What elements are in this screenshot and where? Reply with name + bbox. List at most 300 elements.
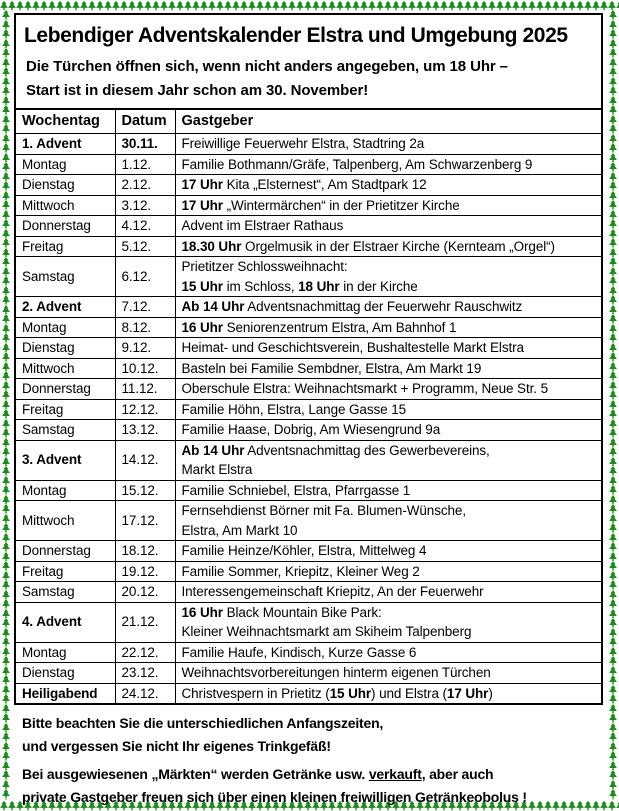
cell-wochentag: Mittwoch	[16, 358, 115, 379]
col-header-wochentag: Wochentag	[16, 109, 115, 134]
tree-icon	[608, 800, 616, 811]
tree-icon	[608, 172, 618, 182]
text-segment: Interessengemeinschaft Kriepitz, An der Feuerwehr	[181, 584, 484, 599]
cell-wochentag: Mittwoch	[16, 501, 115, 541]
table-row	[16, 134, 601, 155]
tree-icon	[496, 0, 504, 11]
tree-icon	[608, 419, 618, 429]
tree-icon	[608, 780, 618, 790]
tree-icon	[608, 105, 618, 115]
tree-icon	[608, 438, 618, 448]
tree-icon	[608, 219, 618, 229]
tree-icon	[1, 685, 11, 695]
table-row	[16, 358, 601, 379]
tree-icon	[584, 0, 592, 11]
text-segment: Adventsnachmittag der Feuerwehr Rauschwitz	[244, 299, 523, 314]
tree-icon	[320, 0, 328, 11]
col-header-gastgeber: Gastgeber	[175, 109, 601, 134]
tree-icon	[608, 647, 618, 657]
cell-datum: 6.12.	[115, 257, 175, 297]
tree-icon	[552, 0, 560, 11]
cell-datum: 22.12.	[115, 642, 175, 663]
footer-paragraph	[22, 763, 603, 809]
host-line	[182, 237, 600, 257]
cell-datum: 7.12.	[115, 297, 175, 318]
host-line	[182, 663, 600, 683]
tree-icon	[608, 400, 618, 410]
text-segment: Prietitzer Schlossweihnacht:	[181, 259, 348, 274]
tree-icon	[1, 780, 11, 790]
tree-icon	[608, 305, 618, 315]
tree-icon	[608, 742, 618, 752]
tree-icon	[608, 257, 618, 267]
table-row	[16, 379, 601, 400]
tree-icon	[608, 352, 618, 362]
text-segment: 18 Uhr	[298, 278, 340, 294]
tree-icon	[184, 0, 192, 11]
tree-icon	[520, 0, 528, 11]
tree-icon	[608, 599, 618, 609]
cell-datum: 9.12.	[115, 338, 175, 359]
tree-icon	[608, 343, 618, 353]
cell-wochentag: Samstag	[16, 257, 115, 297]
tree-icon	[576, 0, 584, 11]
tree-icon	[288, 0, 296, 11]
tree-icon	[536, 0, 544, 11]
cell-datum: 30.11.	[115, 134, 175, 155]
cell-gastgeber	[175, 154, 601, 175]
tree-icon	[608, 533, 618, 543]
tree-icon	[232, 0, 240, 11]
tree-icon	[1, 77, 11, 87]
table-row	[16, 399, 601, 420]
text-segment: Kita „Elsternest“, Am Stadtpark 12	[222, 177, 427, 192]
tree-icon	[1, 770, 11, 780]
host-line	[182, 541, 600, 561]
text-segment: Oberschule Elstra: Weihnachtsmarkt + Programm, Neue Str. 5	[181, 381, 548, 396]
cell-wochentag: 3. Advent	[16, 440, 115, 480]
tree-icon	[608, 162, 618, 172]
text-segment: Familie Heinze/Köhler, Elstra, Mittelweg 4	[181, 543, 427, 558]
tree-icon	[1, 466, 11, 476]
text-segment: 15 Uhr	[329, 685, 372, 701]
tree-icon	[1, 666, 11, 676]
text-segment: Ab 14 Uhr	[181, 442, 245, 458]
tree-icon	[1, 324, 11, 334]
tree-icon	[608, 381, 618, 391]
tree-icon	[608, 124, 618, 134]
tree-icon	[528, 0, 536, 11]
tree-icon	[392, 0, 400, 11]
tree-icon	[608, 656, 618, 666]
tree-icon	[608, 362, 618, 372]
tree-icon	[568, 0, 576, 11]
tree-icon	[176, 0, 184, 11]
tree-icon	[432, 0, 440, 11]
host-line	[182, 175, 600, 195]
cell-wochentag: Dienstag	[16, 663, 115, 684]
tree-icon	[1, 352, 11, 362]
tree-icon	[608, 39, 618, 49]
tree-icon	[1, 362, 11, 372]
tree-icon	[1, 599, 11, 609]
calendar-table	[16, 108, 601, 703]
table-row	[16, 297, 601, 318]
cell-datum: 12.12.	[115, 399, 175, 420]
text-segment: Bitte beachten Sie die unterschiedlichen Anfangszeiten,	[22, 715, 384, 731]
tree-icon	[136, 0, 144, 11]
tree-icon	[1, 504, 11, 514]
tree-icon	[608, 751, 618, 761]
tree-icon	[384, 0, 392, 11]
text-segment: Markt Elstra	[181, 462, 253, 477]
table-row	[16, 257, 601, 297]
host-line	[182, 400, 600, 420]
tree-icon	[608, 96, 618, 106]
table-row	[16, 338, 601, 359]
tree-icon	[1, 286, 11, 296]
tree-icon	[1, 276, 11, 286]
cell-wochentag: Heiligabend	[16, 683, 115, 703]
table-row	[16, 236, 601, 257]
host-line	[182, 521, 600, 541]
tree-border-left	[1, 10, 13, 800]
tree-icon	[360, 0, 368, 11]
tree-icon	[592, 0, 600, 11]
tree-icon	[192, 0, 200, 11]
cell-datum: 5.12.	[115, 236, 175, 257]
tree-icon	[216, 0, 224, 11]
tree-icon	[608, 666, 618, 676]
tree-icon	[560, 0, 568, 11]
tree-icon	[608, 552, 618, 562]
tree-icon	[608, 143, 618, 153]
tree-icon	[112, 0, 120, 11]
tree-icon	[608, 286, 618, 296]
host-line	[182, 603, 600, 623]
tree-icon	[368, 0, 376, 11]
cell-wochentag: Montag	[16, 480, 115, 501]
tree-icon	[608, 10, 618, 20]
tree-icon	[608, 618, 618, 628]
tree-icon	[272, 0, 280, 11]
cell-gastgeber	[175, 175, 601, 196]
tree-icon	[1, 533, 11, 543]
tree-icon	[224, 0, 232, 11]
tree-icon	[1, 381, 11, 391]
tree-icon	[1, 523, 11, 533]
tree-icon	[608, 267, 618, 277]
intro-line-2: Start ist in diesem Jahr schon am 30. November!	[26, 82, 369, 99]
cell-wochentag: Freitag	[16, 561, 115, 582]
tree-icon	[1, 419, 11, 429]
tree-icon	[608, 390, 618, 400]
tree-icon	[72, 0, 80, 11]
cell-datum: 21.12.	[115, 602, 175, 642]
host-line	[182, 155, 600, 175]
tree-icon	[1, 618, 11, 628]
text-segment: )	[488, 685, 493, 701]
cell-gastgeber	[175, 317, 601, 338]
cell-wochentag: Freitag	[16, 236, 115, 257]
tree-icon	[608, 238, 618, 248]
tree-icon	[32, 0, 40, 11]
tree-icon	[1, 96, 11, 106]
tree-icon	[544, 0, 552, 11]
tree-icon	[48, 0, 56, 11]
tree-icon	[456, 0, 464, 11]
calendar-box	[14, 13, 603, 705]
tree-icon	[424, 0, 432, 11]
host-line	[182, 684, 600, 704]
text-segment: Familie Haufe, Kindisch, Kurze Gasse 6	[181, 644, 417, 660]
tree-icon	[1, 704, 11, 714]
host-line	[182, 257, 600, 277]
cell-datum: 18.12.	[115, 541, 175, 562]
tree-icon	[248, 0, 256, 11]
tree-icon	[1, 799, 11, 801]
text-segment: Ab 14 Uhr	[181, 299, 245, 314]
table-row	[16, 582, 601, 603]
cell-datum: 13.12.	[115, 420, 175, 441]
tree-border-top	[0, 0, 619, 12]
table-row	[16, 561, 601, 582]
host-line	[182, 460, 600, 480]
tree-icon	[0, 800, 8, 811]
cell-wochentag: Donnerstag	[16, 216, 115, 237]
tree-icon	[608, 153, 618, 163]
tree-icon	[1, 571, 11, 581]
tree-icon	[96, 0, 104, 11]
cell-gastgeber	[175, 358, 601, 379]
tree-icon	[80, 0, 88, 11]
tree-icon	[1, 200, 11, 210]
text-segment: Familie Haase, Dobrig, Am Wiesengrund 9a	[181, 422, 441, 437]
tree-icon	[200, 0, 208, 11]
cell-wochentag: Donnerstag	[16, 379, 115, 400]
tree-icon	[608, 276, 618, 286]
tree-icon	[608, 229, 618, 239]
tree-icon	[128, 0, 136, 11]
tree-icon	[608, 200, 618, 210]
tree-icon	[608, 115, 618, 125]
host-line	[182, 216, 600, 236]
cell-wochentag: 1. Advent	[16, 134, 115, 155]
tree-icon	[104, 0, 112, 11]
tree-icon	[1, 134, 11, 144]
tree-icon	[16, 0, 24, 11]
tree-icon	[1, 305, 11, 315]
text-segment: Familie Höhn, Elstra, Lange Gasse 15	[181, 401, 407, 417]
cell-wochentag: Montag	[16, 642, 115, 663]
footer-notes	[22, 712, 603, 809]
tree-icon	[1, 248, 11, 258]
tree-icon	[608, 523, 618, 533]
text-segment: Freiwillige Feuerwehr Elstra, Stadtring 2a	[181, 136, 425, 151]
tree-icon	[1, 590, 11, 600]
tree-icon	[168, 0, 176, 11]
text-segment: Familie Sommer, Kriepitz, Kleiner Weg 2	[181, 563, 420, 579]
table-row	[16, 195, 601, 216]
cell-gastgeber	[175, 195, 601, 216]
text-segment: Heimat- und Geschichtsverein, Bushaltestelle Markt Elstra	[181, 340, 524, 355]
tree-icon	[1, 343, 11, 353]
tree-icon	[1, 67, 11, 77]
host-line	[182, 420, 600, 440]
table-row	[16, 317, 601, 338]
cell-gastgeber	[175, 582, 601, 603]
tree-icon	[240, 0, 248, 11]
tree-icon	[1, 10, 11, 20]
tree-icon	[1, 751, 11, 761]
tree-icon	[504, 0, 512, 11]
tree-icon	[608, 609, 618, 619]
tree-icon	[608, 447, 618, 457]
cell-gastgeber	[175, 541, 601, 562]
host-line	[182, 582, 600, 602]
text-segment: 18.30 Uhr	[181, 238, 242, 254]
text-segment: Basteln bei Familie Sembdner, Elstra, Am Markt 19	[181, 360, 482, 376]
text-segment: Black Mountain Bike Park:	[222, 604, 382, 620]
tree-icon	[312, 0, 320, 11]
cell-datum: 20.12.	[115, 582, 175, 603]
tree-icon	[1, 400, 11, 410]
cell-gastgeber	[175, 663, 601, 684]
tree-icon	[1, 172, 11, 182]
table-row	[16, 175, 601, 196]
tree-icon	[1, 153, 11, 163]
tree-icon	[608, 685, 618, 695]
tree-icon	[256, 0, 264, 11]
table-row	[16, 642, 601, 663]
cell-datum: 15.12.	[115, 480, 175, 501]
host-line	[182, 338, 600, 358]
cell-datum: 14.12.	[115, 440, 175, 480]
tree-icon	[208, 0, 216, 11]
cell-datum: 23.12.	[115, 663, 175, 684]
tree-icon	[416, 0, 424, 11]
text-segment: Christvespern in Prietitz (	[181, 685, 330, 701]
cell-gastgeber	[175, 602, 601, 642]
tree-icon	[608, 675, 618, 685]
tree-icon	[608, 77, 618, 87]
tree-icon	[608, 770, 618, 780]
tree-icon	[608, 561, 618, 571]
tree-icon	[1, 105, 11, 115]
text-segment: Adventsnachmittag des Gewerbevereins,	[244, 442, 490, 458]
tree-icon	[1, 257, 11, 267]
tree-icon	[488, 0, 496, 11]
tree-icon	[608, 58, 618, 68]
tree-icon	[608, 466, 618, 476]
text-segment: ) und Elstra (	[371, 685, 447, 701]
cell-datum: 8.12.	[115, 317, 175, 338]
host-line	[182, 643, 600, 663]
tree-icon	[608, 580, 618, 590]
tree-icon	[464, 0, 472, 11]
tree-icon	[608, 210, 618, 220]
tree-icon	[1, 20, 11, 30]
cell-datum: 17.12.	[115, 501, 175, 541]
tree-icon	[328, 0, 336, 11]
text-segment: Bei ausgewiesenen „Märkten“ werden Getränke usw.	[22, 766, 369, 782]
tree-icon	[608, 191, 618, 201]
tree-icon	[1, 238, 11, 248]
tree-icon	[608, 476, 618, 486]
tree-icon	[608, 409, 618, 419]
col-header-datum: Datum	[115, 109, 175, 134]
text-segment: in der Kirche	[339, 278, 418, 294]
tree-icon	[1, 181, 11, 191]
tree-icon	[1, 229, 11, 239]
footer-paragraph	[22, 712, 603, 758]
host-line	[182, 501, 600, 521]
tree-icon	[1, 675, 11, 685]
tree-icon	[608, 134, 618, 144]
tree-icon	[1, 742, 11, 752]
tree-icon	[608, 333, 618, 343]
calendar-table-body	[16, 134, 601, 704]
cell-datum: 3.12.	[115, 195, 175, 216]
tree-icon	[400, 0, 408, 11]
tree-icon	[40, 0, 48, 11]
tree-icon	[608, 504, 618, 514]
tree-icon	[608, 295, 618, 305]
text-segment: Fernsehdienst Börner mit Fa. Blumen-Wünsche,	[181, 503, 466, 518]
tree-icon	[1, 485, 11, 495]
cell-wochentag: Donnerstag	[16, 541, 115, 562]
tree-icon	[608, 48, 618, 58]
tree-icon	[264, 0, 272, 11]
text-segment: im Schloss,	[222, 278, 299, 294]
tree-icon	[1, 789, 11, 799]
tree-icon	[608, 514, 618, 524]
table-row	[16, 683, 601, 703]
cell-gastgeber	[175, 561, 601, 582]
tree-icon	[1, 647, 11, 657]
table-row	[16, 501, 601, 541]
cell-wochentag: Dienstag	[16, 338, 115, 359]
table-row	[16, 541, 601, 562]
cell-gastgeber	[175, 134, 601, 155]
cell-gastgeber	[175, 683, 601, 703]
tree-icon	[56, 0, 64, 11]
tree-icon	[376, 0, 384, 11]
table-row	[16, 440, 601, 480]
tree-icon	[608, 723, 618, 733]
table-row	[16, 154, 601, 175]
tree-icon	[608, 181, 618, 191]
cell-wochentag: Dienstag	[16, 175, 115, 196]
cell-gastgeber	[175, 420, 601, 441]
cell-gastgeber	[175, 480, 601, 501]
tree-icon	[1, 390, 11, 400]
intro-line-1: Die Türchen öffnen sich, wenn nicht anders angegeben, um 18 Uhr –	[26, 58, 508, 75]
tree-icon	[296, 0, 304, 11]
cell-gastgeber	[175, 257, 601, 297]
text-segment: private Gastgeber freuen sich über einen kleinen freiwilligen Getränkeobolus !	[22, 789, 527, 805]
cell-gastgeber	[175, 379, 601, 400]
tree-icon	[608, 799, 618, 801]
tree-icon	[608, 248, 618, 258]
tree-icon	[608, 495, 618, 505]
host-line	[182, 277, 600, 297]
tree-icon	[1, 713, 11, 723]
tree-icon	[608, 713, 618, 723]
text-segment: Elstra, Am Markt 10	[181, 522, 298, 538]
text-segment: 17 Uhr	[446, 685, 489, 701]
tree-icon	[1, 457, 11, 467]
